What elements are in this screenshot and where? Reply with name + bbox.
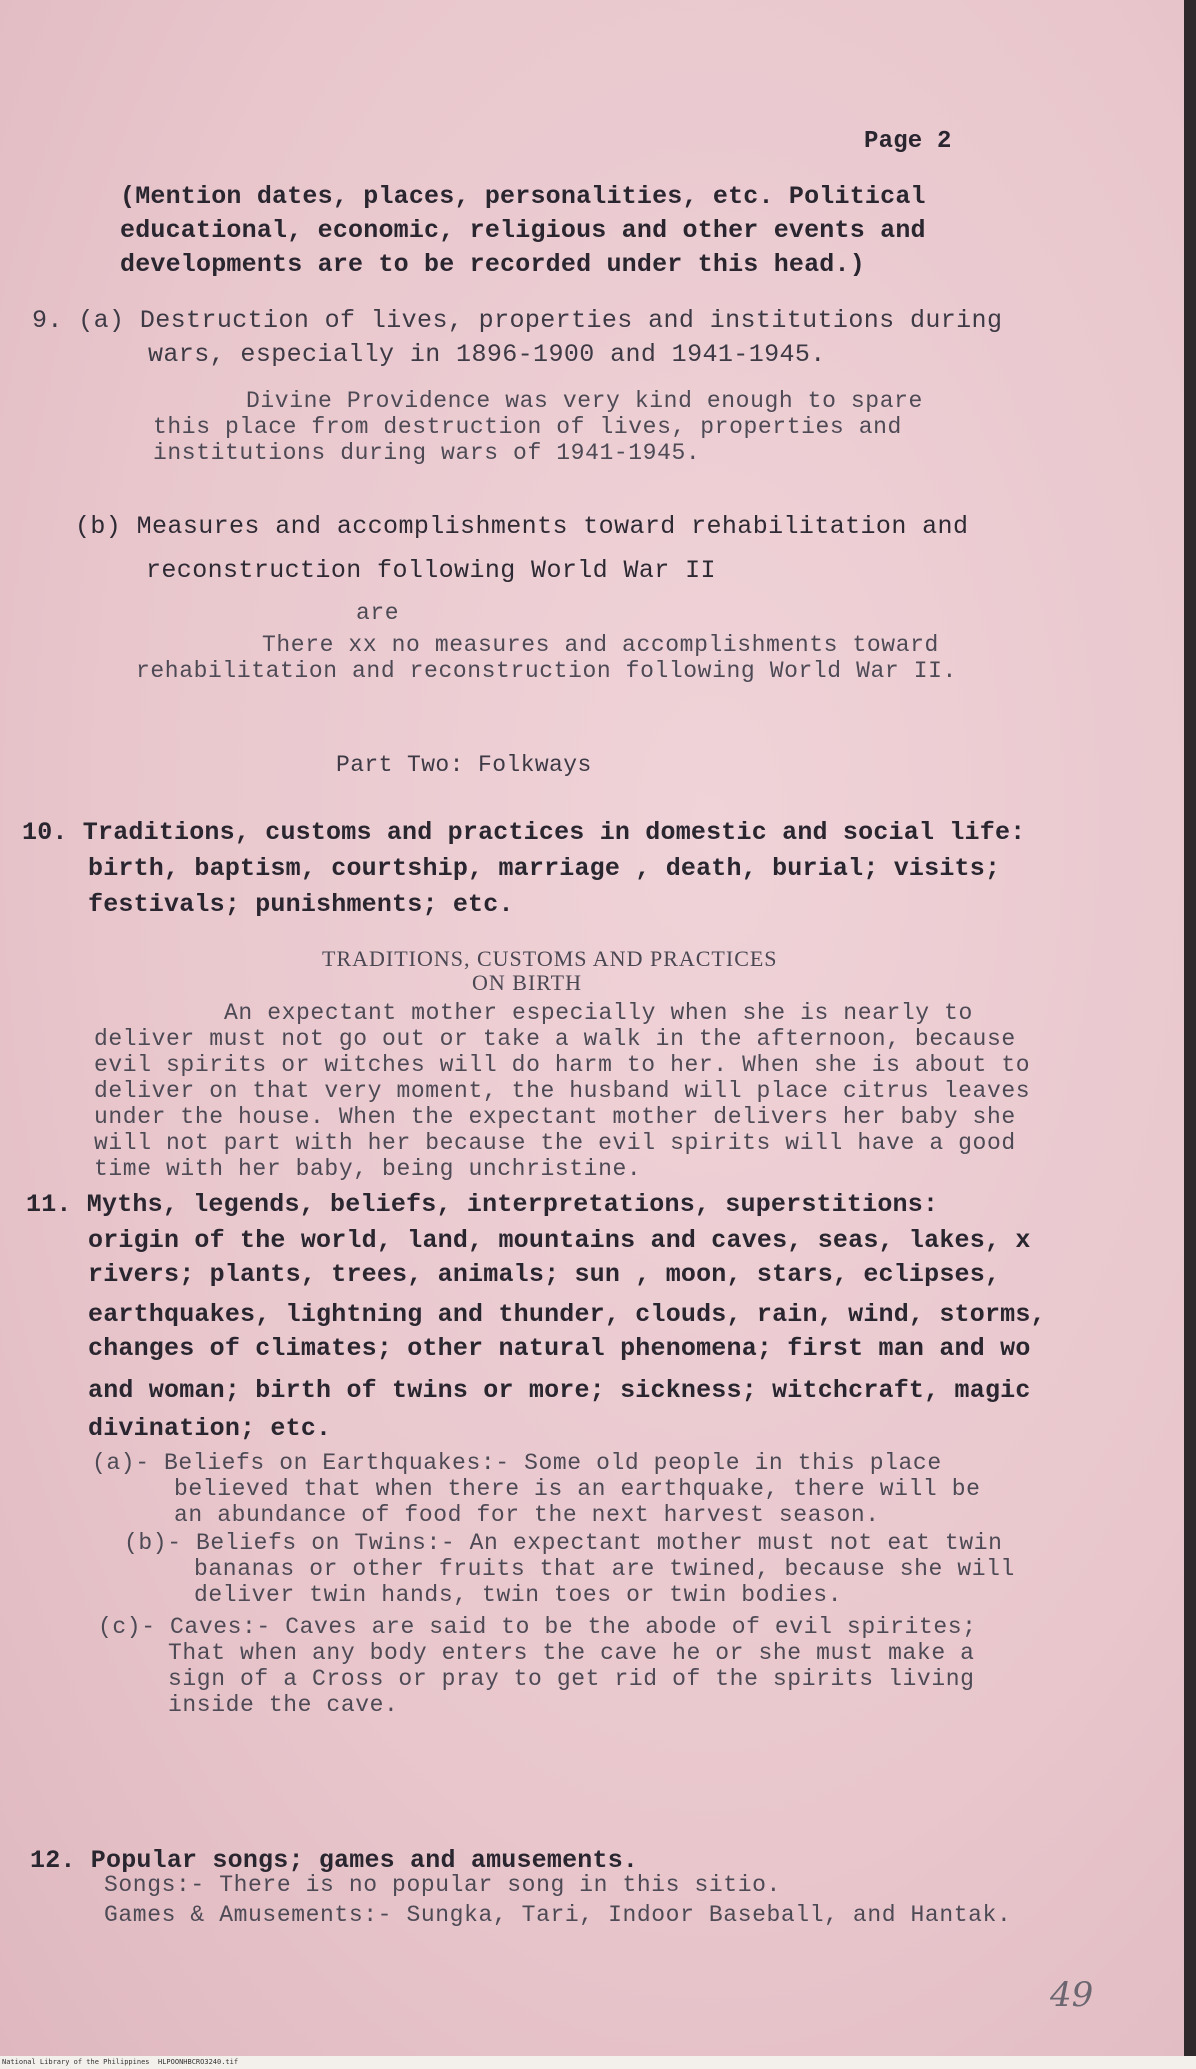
answer-9a-line-2: this place from destruction of lives, properties and — [153, 414, 902, 440]
answer-11a-line-2: believed that when there is an earthquake, there will be — [174, 1476, 981, 1502]
answer-9b-insert: are — [356, 600, 400, 626]
question-10-line-1: 10. Traditions, customs and practices in domestic and social life: — [22, 818, 1026, 847]
answer-10-line-3: evil spirits or witches will do harm to her. When she is about to — [94, 1052, 1031, 1078]
part-two-heading: Part Two: Folkways — [336, 752, 592, 778]
question-11-line-7: divination; etc. — [88, 1414, 332, 1443]
question-12: 12. Popular songs; games and amusements. — [30, 1846, 639, 1875]
handwritten-page-mark: 49 — [1050, 1975, 1094, 2015]
footer-library: National Library of the Philippines — [2, 2058, 150, 2066]
scan-edge — [1184, 0, 1196, 2069]
question-11-line-4: earthquakes, lightning and thunder, clouds, rain, wind, storms, — [88, 1300, 1046, 1329]
question-10-line-3: festivals; punishments; etc. — [88, 890, 514, 919]
answer-11c-line-3: sign of a Cross or pray to get rid of the spirits living — [168, 1666, 975, 1692]
question-11-line-1: 11. Myths, legends, beliefs, interpretations, superstitions: — [26, 1190, 939, 1219]
question-11-line-6: and woman; birth of twins or more; sickness; witchcraft, magic — [88, 1376, 1031, 1405]
intro-note-line-1: (Mention dates, places, personalities, etc. Political — [120, 182, 926, 211]
answer-11a-line-3: an abundance of food for the next harvest season. — [174, 1502, 880, 1528]
question-11-line-5: changes of climates; other natural phenomena; first man and wo — [88, 1334, 1031, 1363]
answer-11b-line-1: (b)- Beliefs on Twins:- An expectant mother must not eat twin — [124, 1530, 1003, 1556]
answer-10-line-7: time with her baby, being unchristine. — [94, 1156, 642, 1182]
answer-11b-line-3: deliver twin hands, twin toes or twin bodies. — [194, 1582, 843, 1608]
answer-11a-line-1: (a)- Beliefs on Earthquakes:- Some old people in this place — [92, 1450, 942, 1476]
intro-note-line-2: educational, economic, religious and other events and — [120, 216, 926, 245]
answer-9b-line-2: rehabilitation and reconstruction following World War II. — [136, 658, 957, 684]
footer-file: HLPOONHBCRO3240.tif — [158, 2058, 239, 2066]
answer-10-line-5: under the house. When the expectant mother delivers her baby she — [94, 1104, 1016, 1130]
question-9b-line-1: (b) Measures and accomplishments toward rehabilitation and — [75, 512, 969, 541]
question-9b-line-2: reconstruction following World War II — [146, 556, 716, 585]
question-11-line-3: rivers; plants, trees, animals; sun , moon, stars, eclipses, — [88, 1260, 1001, 1289]
answer-9a-line-1: Divine Providence was very kind enough to spare — [246, 388, 923, 414]
scan-footer — [0, 2056, 1196, 2069]
answer-10-line-1: An expectant mother especially when she is nearly to — [224, 1000, 973, 1026]
answer-9a-line-3: institutions during wars of 1941-1945. — [153, 440, 701, 466]
answer-12-games: Games & Amusements:- Sungka, Tari, Indoor Baseball, and Hantak. — [104, 1902, 1012, 1928]
intro-note-line-3: developments are to be recorded under this head.) — [120, 250, 865, 279]
question-9a-line-1: 9. (a) Destruction of lives, properties and institutions during — [32, 306, 1003, 335]
answer-10-line-2: deliver must not go out or take a walk in the afternoon, because — [94, 1026, 1016, 1052]
answer-10-heading-line-1: TRADITIONS, CUSTOMS AND PRACTICES — [322, 946, 778, 971]
answer-9b-line-1: There xx no measures and accomplishments toward — [262, 632, 939, 658]
page-number: Page 2 — [864, 128, 952, 155]
answer-11b-line-2: bananas or other fruits that are twined, because she will — [194, 1556, 1015, 1582]
answer-11c-line-2: That when any body enters the cave he or she must make a — [168, 1640, 975, 1666]
question-9a-line-2: wars, especially in 1896-1900 and 1941-1945. — [148, 340, 826, 369]
answer-10-line-4: deliver on that very moment, the husband will place citrus leaves — [94, 1078, 1031, 1104]
answer-10-line-6: will not part with her because the evil spirits will have a good — [94, 1130, 1016, 1156]
answer-11c-line-1: (c)- Caves:- Caves are said to be the abode of evil spirites; — [98, 1614, 977, 1640]
question-11-line-2: origin of the world, land, mountains and caves, seas, lakes, x — [88, 1226, 1031, 1255]
answer-12-songs: Songs:- There is no popular song in this sitio. — [104, 1872, 781, 1898]
answer-11c-line-4: inside the cave. — [168, 1692, 399, 1718]
answer-10-heading-line-2: ON BIRTH — [472, 970, 582, 995]
question-10-line-2: birth, baptism, courtship, marriage , death, burial; visits; — [88, 854, 1001, 883]
